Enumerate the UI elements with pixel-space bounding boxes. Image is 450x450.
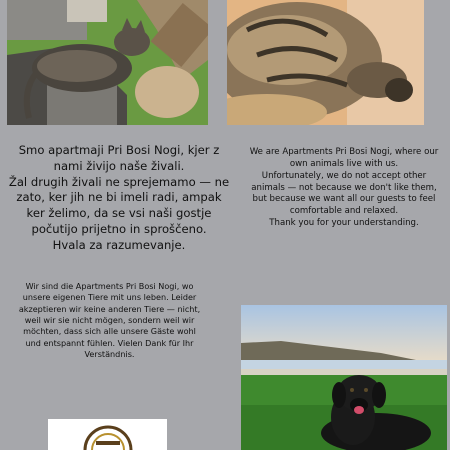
cat-on-bench-photo bbox=[7, 0, 208, 125]
german-notice bbox=[17, 281, 202, 360]
english-notice bbox=[247, 147, 441, 230]
dog-on-beach-photo bbox=[241, 305, 447, 450]
slovenian-notice bbox=[8, 143, 230, 253]
cat-photo-illustration bbox=[7, 0, 208, 125]
cat-photo-illustration bbox=[227, 0, 424, 125]
slovenian-thanks: Hvala za razumevanje. bbox=[52, 237, 186, 252]
slovenian-paragraph-2: Žal drugih živali ne sprejemamo — ne zato, ker jih ne bi imeli radi, ampak ker želimo, da se vsi naši gostje počutijo prijetno in sproščeno. bbox=[8, 174, 230, 236]
logo-card bbox=[48, 419, 167, 450]
english-thanks: Thank you for your understanding. bbox=[269, 218, 419, 229]
english-paragraph-1: We are Apartments Pri Bosi Nogi, where our own animals live with us. bbox=[249, 147, 439, 169]
dog-photo-illustration bbox=[241, 305, 447, 450]
logo-emblem-icon bbox=[48, 419, 167, 450]
slovenian-paragraph-1: Smo apartmaji Pri Bosi Nogi, kjer z nami živijo naše živali. bbox=[18, 143, 220, 173]
cat-lying-photo bbox=[227, 0, 424, 125]
english-paragraph-2: Unfortunately, we do not accept other animals — not because we don't like them, but because we want all our guests to feel comfortable and relaxed. bbox=[251, 170, 437, 217]
german-paragraph: Wir sind die Apartments Pri Bosi Nogi, wo unsere eigenen Tiere mit uns leben. Leider akzeptieren wir keine anderen Tiere — nicht, weil wir sie nicht mögen, sondern weil wir möchten, dass sich alle unsere Gäste wohl und entspannt fühlen. Vielen Dank für Ihr Verständnis. bbox=[18, 281, 201, 359]
